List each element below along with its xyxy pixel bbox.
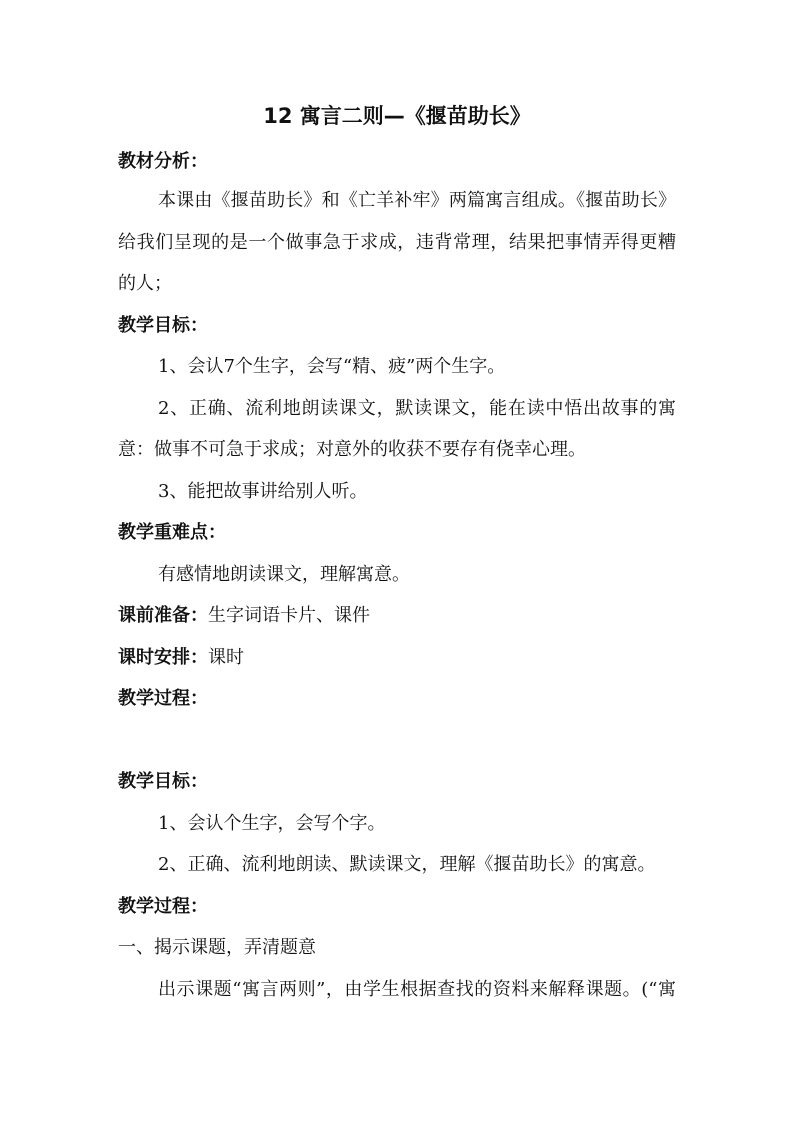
heading-textbook-analysis: 教材分析： <box>118 151 208 172</box>
goal-item-1: 1、会认7个生字，会写“精、疲”两个生字。 <box>158 356 506 377</box>
goal-2-item-1: 1、会认个生字，会写个字。 <box>158 813 386 834</box>
heading-teaching-goals-2: 教学目标： <box>118 771 208 792</box>
heading-preparation: 课前准备： <box>118 605 208 626</box>
schedule-row <box>118 642 244 674</box>
heading-teaching-goals: 教学目标： <box>118 315 208 336</box>
paragraph-analysis-line-2: 给我们呈现的是一个做事急于求成，违背常理，结果把事情弄得更糟 <box>118 232 676 253</box>
goal-item-2-line-2: 意：做事不可急于求成；对意外的收获不要存有侥幸心理。 <box>118 439 586 460</box>
section-one-title: 一、揭示课题，弄清题意 <box>118 937 316 958</box>
schedule-text: 课时 <box>208 647 244 668</box>
key-points-text: 有感情地朗读课文，理解寓意。 <box>158 564 410 585</box>
heading-schedule: 课时安排： <box>118 647 208 668</box>
goal-item-3: 3、能把故事讲给别人听。 <box>158 481 368 502</box>
goal-2-item-2: 2、正确、流利地朗读、默读课文，理解《揠苗助长》的寓意。 <box>158 854 656 875</box>
preparation-text: 生字词语卡片、课件 <box>208 605 370 626</box>
heading-teaching-process-2: 教学过程： <box>118 896 208 917</box>
goal-item-2-line-1: 2、正确、流利地朗读课文，默读课文，能在读中悟出故事的寓 <box>158 398 676 419</box>
document-title: 12 寓言二则—《揠苗助长》 <box>263 104 531 128</box>
section-one-text: 出示课题“寓言两则”，由学生根据查找的资料来解释课题。(“寓 <box>158 979 676 1000</box>
preparation-row <box>118 600 370 632</box>
paragraph-analysis-line-3: 的人； <box>118 273 172 294</box>
paragraph-analysis-line-1: 本课由《揠苗助长》和《亡羊补牢》两篇寓言组成。《揠苗助长》 <box>158 190 676 211</box>
heading-teaching-process: 教学过程： <box>118 688 208 709</box>
heading-key-points: 教学重难点： <box>118 522 226 543</box>
